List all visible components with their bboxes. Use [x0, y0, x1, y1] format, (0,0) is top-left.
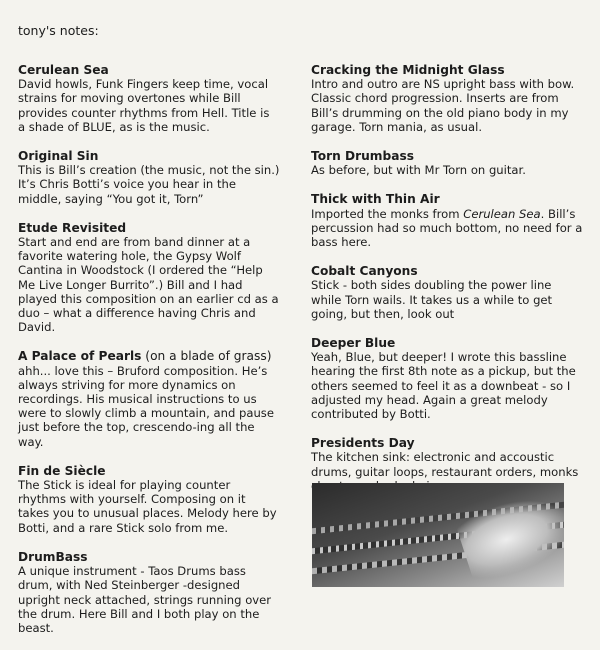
track-note: [311, 192, 583, 249]
track-note: [18, 349, 280, 448]
right-column: [311, 63, 583, 508]
album-reference: Cerulean Sea: [463, 206, 541, 221]
track-title: Cobalt Canyons: [311, 264, 418, 279]
track-note: [18, 550, 280, 635]
track-title: Cerulean Sea: [18, 63, 109, 77]
description-text: Imported the monks from: [311, 206, 464, 221]
track-description: Intro and outro are NS upright bass with bow. Classic chord progression. Inserts are from Bill’s drumming on the old piano body in my garage. Torn mania, as usual.: [311, 77, 575, 134]
studio-mixing-desk-photo: [312, 483, 564, 587]
track-note: [311, 149, 583, 177]
track-subtitle: (on a blade of grass): [141, 349, 272, 364]
track-title: Thick with Thin Air: [311, 192, 440, 207]
track-description: The Stick is ideal for playing counter rhythms with yourself. Composing on it takes you to unusual places. Melody here by Botti, and a rare Stick solo from me.: [18, 478, 277, 535]
description-text: . Bill’s percussion had so much bottom, no need for a bass here.: [311, 206, 583, 250]
track-note: [18, 464, 280, 535]
track-description: Stick - both sides doubling the power line while Torn wails. It takes us a while to get going, but then, look out: [311, 278, 553, 321]
track-description: David howls, Funk Fingers keep time, vocal strains for moving overtones while Bill provides counter rhythms from Hell. Title is a shade of BLUE, as is the music.: [18, 77, 270, 134]
track-note: [311, 264, 583, 321]
track-note: [311, 63, 583, 134]
track-title-line: [18, 349, 280, 363]
left-column: [18, 63, 280, 650]
track-title: Original Sin: [18, 149, 99, 164]
track-description: This is Bill’s creation (the music, not the sin.) It’s Chris Botti’s voice you hear in the middle, saying “You got it, Torn”: [18, 163, 280, 206]
track-description: The kitchen sink: electronic and accoustic drums, guitar loops, restaurant orders, monks: [311, 450, 579, 479]
track-description: As before, but with Mr Torn on guitar.: [311, 163, 526, 178]
track-note: [311, 336, 583, 421]
track-note: [18, 63, 280, 134]
track-title: Presidents Day: [311, 436, 415, 451]
track-title: Etude Revisited: [18, 220, 127, 235]
track-description: Yeah, Blue, but deeper! I wrote this bassline hearing the first 8th note as a pickup, but the others seemed to feel it as a downbeat - so I adjusted my head. Again a great melody contributed by Botti.: [311, 350, 576, 422]
track-description: A unique instrument - Taos Drums bass drum, with Ned Steinberger -designed upright neck attached, strings running over the drum. Here Bill and I both play on the beast.: [18, 564, 272, 635]
track-title: DrumBass: [18, 549, 88, 564]
track-title: Fin de Siècle: [18, 463, 106, 478]
notes-heading: tony's notes:: [18, 23, 99, 38]
track-title: A Palace of Pearls: [18, 349, 142, 364]
track-description: Start and end are from band dinner at a favorite watering hole, the Gypsy Wolf Cantina in Woodstock (I ordered the “Help Me Live Longer Burrito”.) Bill and I had played this composition on an earlier cd as a duo – what a difference having Chris and David.: [18, 235, 279, 335]
track-note: [18, 149, 280, 206]
hand-on-desk: [454, 486, 564, 587]
track-description: ahh... love this – Bruford composition. He’s always striving for more dynamics on recordings. His musical instructions to us were to slowly climb a mountain, and pause just before the top, crescendo-ing all the way.: [18, 363, 274, 449]
track-description: [311, 207, 583, 250]
track-title: Deeper Blue: [311, 336, 396, 351]
track-title: Torn Drumbass: [311, 149, 414, 164]
track-title: Cracking the Midnight Glass: [311, 63, 505, 77]
track-note: [18, 221, 280, 335]
